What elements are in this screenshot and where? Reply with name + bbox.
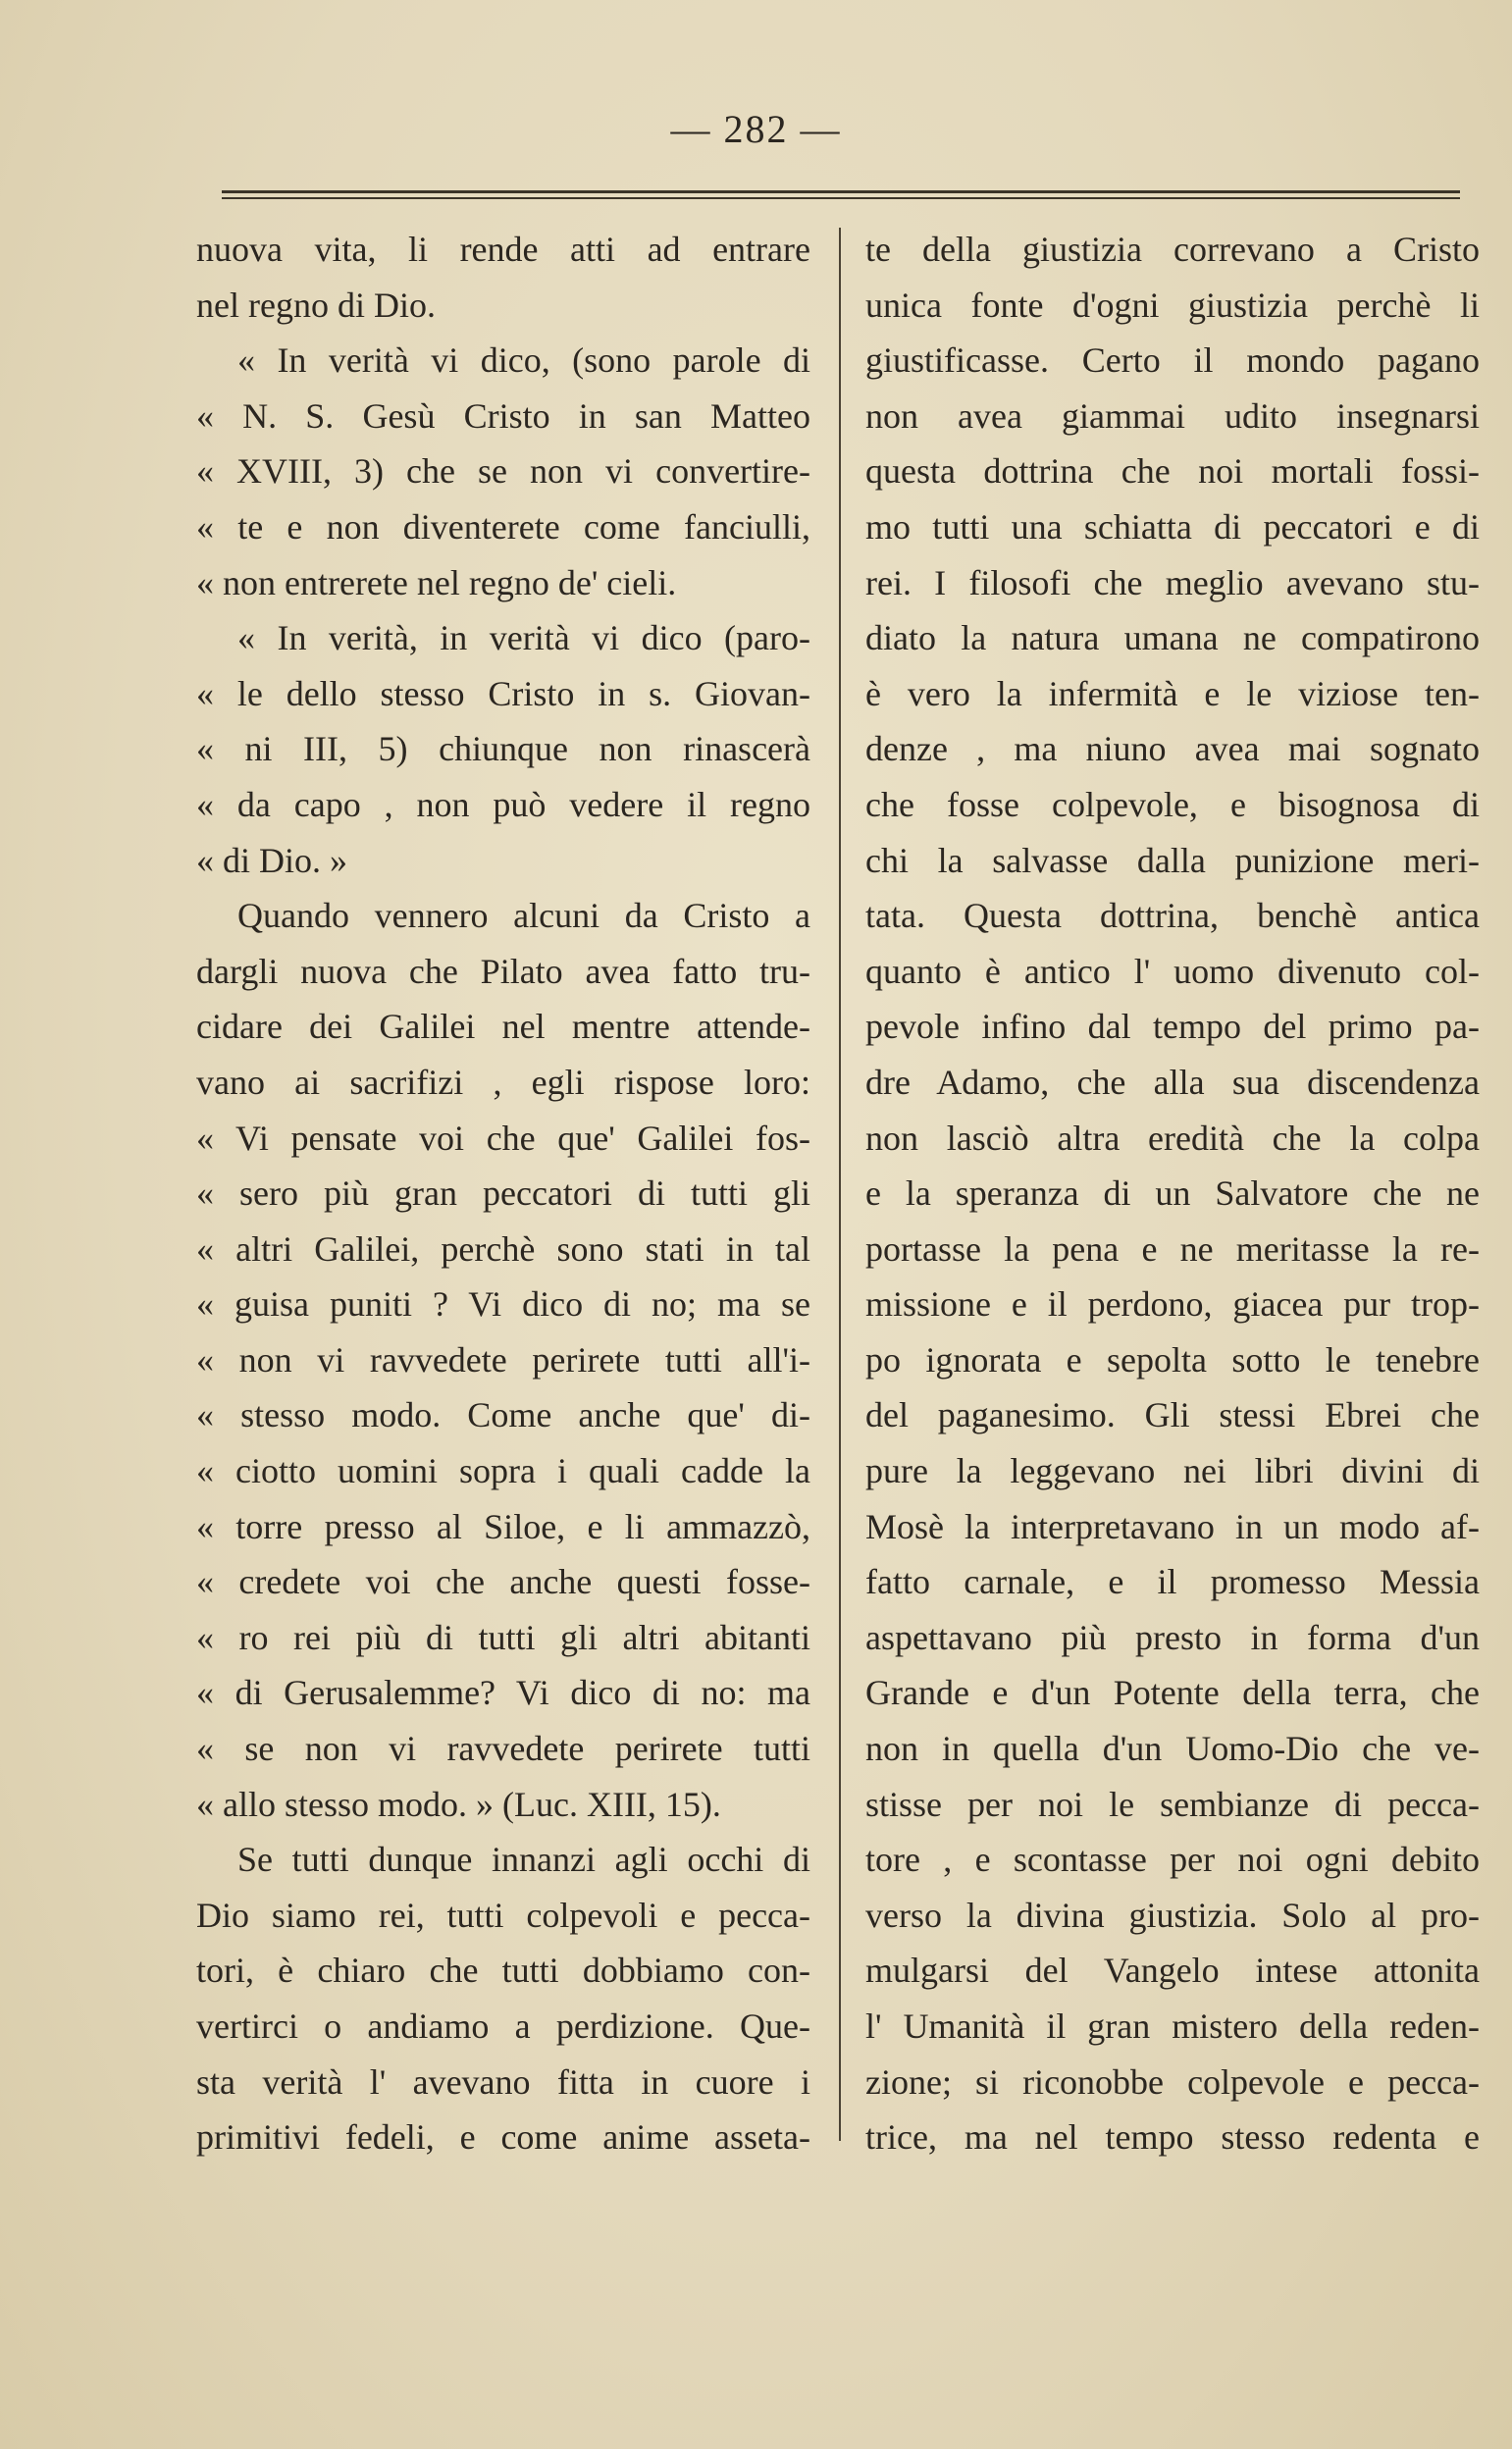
text-line: « credete voi che anche questi fosse- — [196, 1562, 810, 1602]
text-line: « allo stesso modo. » (Luc. XIII, 15). — [196, 1784, 721, 1824]
text-line: « ni III, 5) chiunque non rinascerà — [196, 729, 810, 769]
text-line: trice, ma nel tempo stesso redenta e — [865, 2117, 1480, 2158]
text-line: fatto carnale, e il promesso Messia — [865, 1562, 1480, 1602]
text-line: « te e non diventerete come fanciulli, — [196, 506, 810, 547]
text-line: « stesso modo. Come anche que' di- — [196, 1395, 810, 1435]
text-line: quanto è antico l' uomo divenuto col- — [865, 951, 1480, 991]
text-line: po ignorata e sepolta sotto le tenebre — [865, 1339, 1480, 1380]
text-line: Quando vennero alcuni da Cristo a — [237, 896, 810, 936]
text-line: missione e il perdono, giacea pur trop- — [865, 1284, 1480, 1325]
text-line: l' Umanità il gran mistero della reden- — [865, 2006, 1480, 2046]
header-rule — [222, 190, 1460, 199]
text-line: mo tutti una schiatta di peccatori e di — [865, 506, 1480, 547]
text-line: zione; si riconobbe colpevole e pecca- — [865, 2061, 1480, 2102]
text-line: « sero più gran peccatori di tutti gli — [196, 1173, 810, 1214]
text-line: diato la natura umana ne compatirono — [865, 618, 1480, 658]
text-line: « In verità vi dico, (sono parole di — [237, 340, 810, 381]
text-line: « guisa puniti ? Vi dico di no; ma se — [196, 1284, 810, 1325]
text-line: « altri Galilei, perchè sono stati in tal — [196, 1228, 810, 1269]
text-line: chi la salvasse dalla punizione meri- — [865, 840, 1480, 880]
column-divider — [839, 228, 841, 2141]
right-column — [865, 222, 1480, 2165]
text-line: pevole infino dal tempo del primo pa- — [865, 1007, 1480, 1047]
text-line: cidare dei Galilei nel mentre attende- — [196, 1007, 810, 1047]
text-line: « Vi pensate voi che que' Galilei fos- — [196, 1118, 810, 1158]
text-line: verso la divina giustizia. Solo al pro- — [865, 1895, 1480, 1935]
text-line: nuova vita, li rende atti ad entrare — [196, 230, 810, 269]
text-line: « ro rei più di tutti gli altri abitanti — [196, 1617, 810, 1657]
text-line: giustificasse. Certo il mondo pagano — [865, 340, 1480, 381]
text-line: tori, è chiaro che tutti dobbiamo con- — [196, 1951, 810, 1991]
text-line: « N. S. Gesù Cristo in san Matteo — [196, 395, 810, 436]
text-line: è vero la infermità e le viziose ten- — [865, 673, 1480, 713]
text-line: nel regno di Dio. — [196, 285, 436, 325]
text-line: tore , e scontasse per noi ogni debito — [865, 1840, 1480, 1880]
text-line: questa dottrina che noi mortali fossi- — [865, 451, 1480, 492]
left-column — [196, 222, 810, 2165]
text-line: portasse la pena e ne meritasse la re- — [865, 1228, 1480, 1269]
text-line: che fosse colpevole, e bisognosa di — [865, 784, 1480, 824]
text-line: non in quella d'un Uomo-Dio che ve- — [865, 1729, 1480, 1769]
text-line: aspettavano più presto in forma d'un — [865, 1617, 1480, 1657]
text-line: pure la leggevano nei libri divini di — [865, 1451, 1480, 1491]
text-line: mulgarsi del Vangelo intese attonita — [865, 1951, 1480, 1991]
text-line: dre Adamo, che alla sua discendenza — [865, 1062, 1480, 1102]
text-line: « se non vi ravvedete perirete tutti — [196, 1729, 810, 1769]
text-line: « In verità, in verità vi dico (paro- — [237, 618, 810, 658]
text-line: tata. Questa dottrina, benchè antica — [865, 896, 1480, 936]
text-line: Dio siamo rei, tutti colpevoli e pecca- — [196, 1895, 810, 1935]
text-line: Grande e d'un Potente della terra, che — [865, 1673, 1480, 1713]
text-line: stisse per noi le sembianze di pecca- — [865, 1784, 1480, 1824]
text-line: « le dello stesso Cristo in s. Giovan- — [196, 673, 810, 713]
text-line: te della giustizia correvano a Cristo — [865, 230, 1480, 269]
text-line: primitivi fedeli, e come anime asseta- — [196, 2117, 810, 2158]
text-line: « di Dio. » — [196, 840, 348, 880]
page-number: — 282 — — [670, 107, 842, 151]
text-line: non lasciò altra eredità che la colpa — [865, 1118, 1480, 1158]
text-line: « non entrerete nel regno de' cieli. — [196, 562, 677, 602]
text-line: rei. I filosofi che meglio avevano stu- — [865, 562, 1480, 602]
text-line: Mosè la interpretavano in un modo af- — [865, 1506, 1480, 1546]
text-line: sta verità l' avevano fitta in cuore i — [196, 2061, 810, 2102]
text-line: vano ai sacrifizi , egli rispose loro: — [196, 1062, 810, 1102]
text-line: vertirci o andiamo a perdizione. Que- — [196, 2006, 810, 2046]
text-line: non avea giammai udito insegnarsi — [865, 395, 1480, 436]
text-line: « non vi ravvedete perirete tutti all'i- — [196, 1339, 810, 1380]
text-line: « ciotto uomini sopra i quali cadde la — [196, 1451, 810, 1491]
text-line: dargli nuova che Pilato avea fatto tru- — [196, 951, 810, 991]
text-line: unica fonte d'ogni giustizia perchè li — [865, 285, 1480, 325]
text-line: « torre presso al Siloe, e li ammazzò, — [196, 1506, 810, 1546]
text-line: e la speranza di un Salvatore che ne — [865, 1173, 1480, 1214]
text-line: « da capo , non può vedere il regno — [196, 784, 810, 824]
text-line: Se tutti dunque innanzi agli occhi di — [237, 1840, 810, 1880]
text-line: « di Gerusalemme? Vi dico di no: ma — [196, 1673, 810, 1713]
text-line: denze , ma niuno avea mai sognato — [865, 729, 1480, 769]
text-line: del paganesimo. Gli stessi Ebrei che — [865, 1395, 1480, 1435]
text-line: « XVIII, 3) che se non vi convertire- — [196, 451, 810, 492]
